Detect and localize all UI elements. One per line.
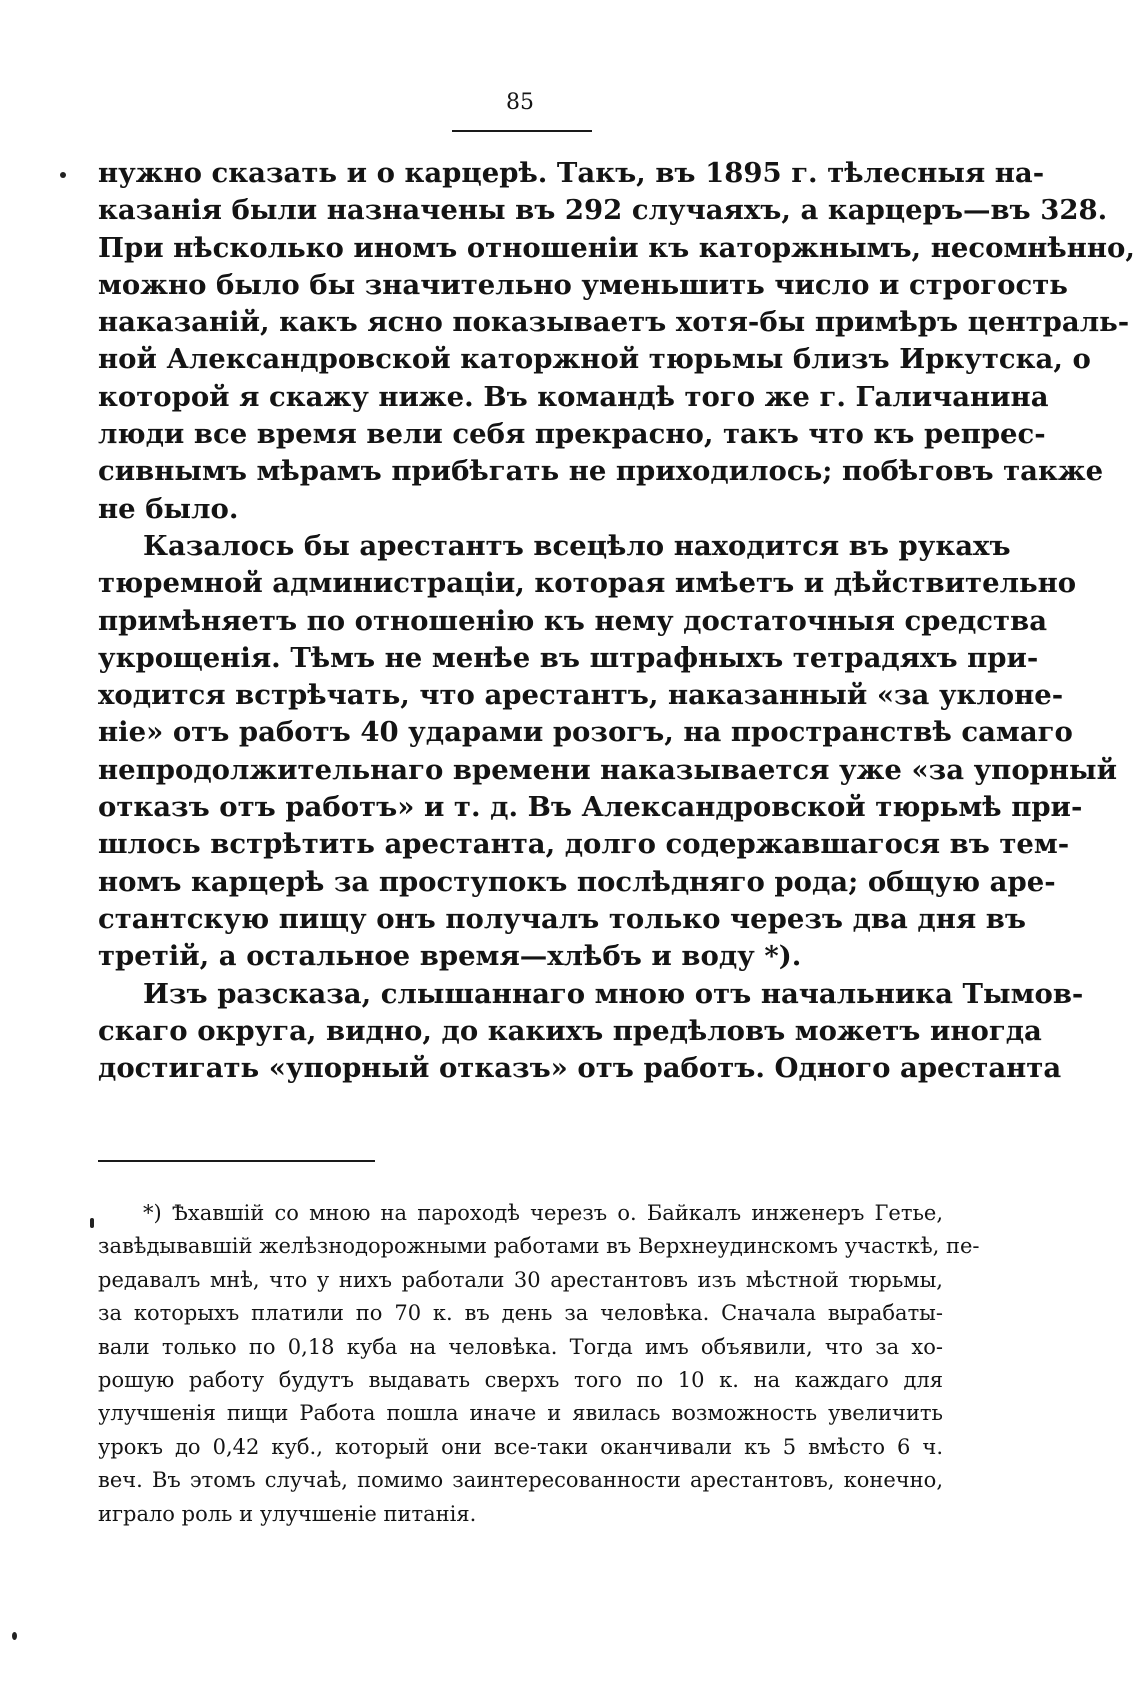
page-number: 85 xyxy=(506,90,534,115)
body-text-line: нужно сказать и о карцерѣ. Такъ, въ 1895 г. тѣлесныя на- xyxy=(98,157,1045,189)
body-text-line: укрощенія. Тѣмъ не менѣе въ штрафныхъ тетрадяхъ при- xyxy=(98,641,1039,674)
page-number-rule xyxy=(452,130,592,132)
body-text-line: ніе» отъ работъ 40 ударами розогъ, на пространствѣ самаго xyxy=(98,716,1073,749)
body-text-line: казанія были назначены въ 292 случаяхъ, а карцеръ—въ 328. xyxy=(98,194,1108,227)
body-text-line: шлось встрѣтить арестанта, долго содержавшагося въ тем- xyxy=(98,828,1070,861)
body-text-line: непродолжительнаго времени наказывается уже «за упорный xyxy=(98,753,1117,786)
scan-speck xyxy=(12,1632,17,1640)
footnote-line: рошую работу будутъ выдавать сверхъ того по 10 к. на каждаго для xyxy=(98,1367,943,1392)
footnote-line: вали только по 0,18 куба на человѣка. Тогда имъ объявили, что за хо- xyxy=(98,1334,943,1359)
body-text-line: примѣняетъ по отношенію къ нему достаточныя средства xyxy=(98,604,1048,637)
footnote-line: веч. Въ этомъ случаѣ, помимо заинтересованности арестантовъ, конечно, xyxy=(98,1468,943,1493)
body-text-line: При нѣсколько иномъ отношеніи къ каторжнымъ, несомнѣнно, xyxy=(98,231,1135,264)
footnote-separator xyxy=(98,1160,375,1162)
body-text-line: люди все время вели себя прекрасно, такъ что къ репрес- xyxy=(98,418,1046,451)
body-text-line: третій, а остальное время—хлѣбъ и воду *). xyxy=(98,940,802,973)
footnote-line: за которыхъ платили по 70 к. въ день за человѣка. Сначала вырабаты- xyxy=(98,1301,943,1326)
body-text-line: стантскую пищу онъ получалъ только черезъ два дня въ xyxy=(98,902,1026,935)
body-text-line: можно было бы значительно уменьшить число и строгость xyxy=(98,268,1068,301)
body-text-line: сивнымъ мѣрамъ прибѣгать не приходилось; побѣговъ также xyxy=(98,455,1104,488)
body-text-line: скаго округа, видно, до какихъ предѣловъ можетъ иногда xyxy=(98,1014,1042,1047)
body-text-line: ходится встрѣчать, что арестантъ, наказанный «за уклоне- xyxy=(98,679,1064,712)
body-text-line: которой я скажу ниже. Въ командѣ того же г. Галичанина xyxy=(98,380,1049,413)
body-text-line: наказаній, какъ ясно показываетъ хотя-бы примѣръ централь- xyxy=(98,306,1130,339)
footnote xyxy=(98,1197,980,1531)
body-text-line: ной Александровской каторжной тюрьмы близъ Иркутска, о xyxy=(98,343,1091,376)
body-text-line: достигать «упорный отказъ» отъ работъ. Одного арестанта xyxy=(98,1052,1062,1085)
footnote-line: завѣдывавшій желѣзнодорожными работами въ Верхнеудинскомъ участкѣ, пе- xyxy=(98,1234,980,1259)
body-text-line: номъ карцерѣ за проступокъ послѣдняго рода; общую аре- xyxy=(98,865,1056,898)
footnote-line: редавалъ мнѣ, что у нихъ работали 30 арестантовъ изъ мѣстной тюрьмы, xyxy=(98,1267,943,1292)
body-text-line: тюремной администраціи, которая имѣетъ и дѣйствительно xyxy=(98,567,1077,600)
body-text-line: Изъ разсказа, слышаннаго мною отъ начальника Тымов- xyxy=(143,977,1084,1010)
scan-speck xyxy=(90,1218,94,1228)
scan-speck xyxy=(60,172,66,178)
main-text xyxy=(98,155,1135,1087)
body-text-line: отказъ отъ работъ» и т. д. Въ Александровской тюрьмѣ при- xyxy=(98,791,1083,824)
footnote-line: *) Ѣхавшій со мною на пароходѣ черезъ о. Байкалъ инженеръ Гетье, xyxy=(143,1201,943,1225)
footnote-line: улучшенія пищи Работа пошла иначе и явилась возможность увеличить xyxy=(98,1401,943,1426)
footnote-line: играло роль и улучшеніе питанія. xyxy=(98,1501,477,1526)
footnote-line: урокъ до 0,42 куб., который они все-таки оканчивали къ 5 вмѣсто 6 ч. xyxy=(98,1434,943,1459)
body-text-line: Казалось бы арестантъ всецѣло находится въ рукахъ xyxy=(143,529,1011,562)
body-text-line: не было. xyxy=(98,492,239,525)
